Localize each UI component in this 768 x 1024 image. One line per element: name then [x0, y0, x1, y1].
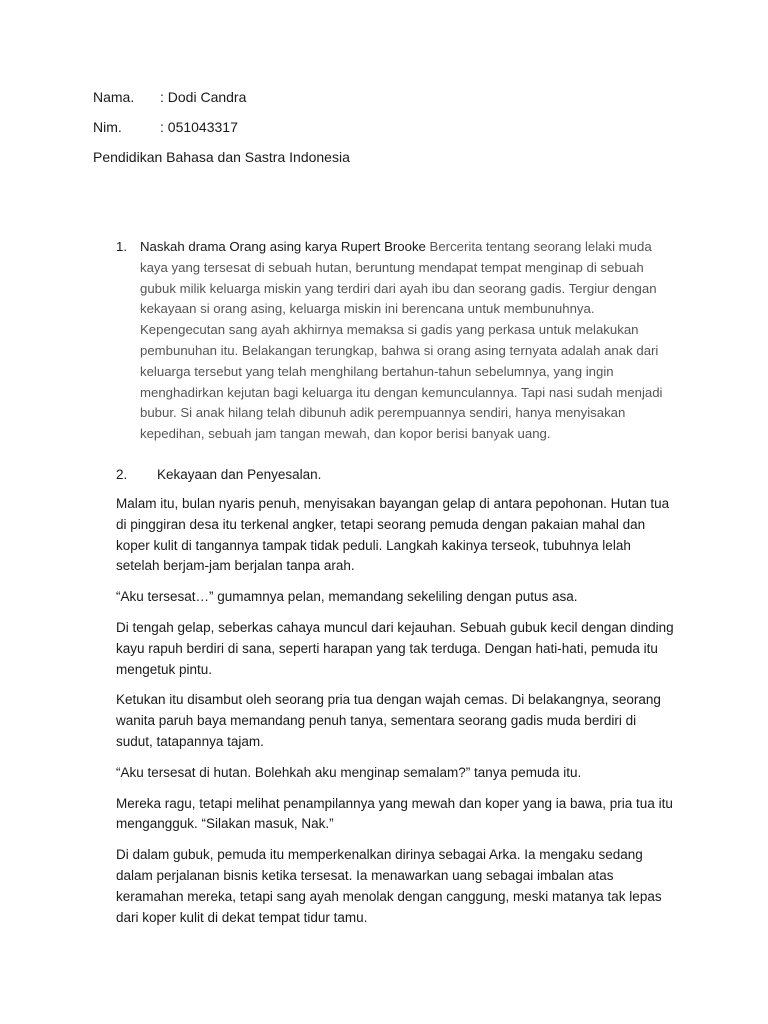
list-number-1: 1. — [116, 239, 127, 254]
item-1-text: Bercerita tentang seorang lelaki muda kaya yang tersesat di sebuah hutan, beruntung mendapat tempat menginap di sebuah gubuk milik keluarga miskin yang terdiri dari ayah ibu dan seorang gadis. Tergiur dengan kekayaan si orang asing, keluarga miskin ini berencana untuk membunuhnya. Kepengecutan sang ayah akhirnya memaksa si gadis yang perkasa untuk melakukan pembunuhan itu. Belakangan terungkap, bahwa si orang asing ternyata adalah anak dari keluarga tersebut yang telah menghilang bertahun-tahun sebelumnya, yang ingin menghadirkan kejutan bagi keluarga itu dengan kemunculannya. Tapi nasi sudah menjadi bubur. Si anak hilang telah dibunuh adik perempuannya sendiri, hanya menyisakan kepedihan, sebuah jam tangan mewah, dan kopor berisi banyak uang. — [140, 239, 663, 442]
study-program: Pendidikan Bahasa dan Sastra Indonesia — [93, 149, 350, 165]
story-paragraph: “Aku tersesat di hutan. Bolehkah aku menginap semalam?” tanya pemuda itu. — [116, 764, 582, 780]
nim-line — [93, 117, 238, 137]
story-title: Kekayaan dan Penyesalan. — [157, 467, 322, 482]
story-paragraph: Di tengah gelap, seberkas cahaya muncul dari kejauhan. Sebuah gubuk kecil dengan dinding kayu rapuh berdiri di sana, seperti harapan yang tak terduga. Dengan hati-hati, pemuda itu mengetuk pintu. — [116, 619, 674, 677]
item-1-body — [140, 237, 676, 445]
story-body — [116, 494, 676, 938]
story-paragraph: Mereka ragu, tetapi melihat penampilannya yang mewah dan koper yang ia bawa, pria tua itu mengangguk. “Silakan masuk, Nak.” — [116, 795, 673, 832]
list-number-2: 2. — [116, 467, 128, 482]
story-paragraph: “Aku tersesat…” gumamnya pelan, memandang sekeliling dengan putus asa. — [116, 589, 578, 605]
nim-label: Nim. — [93, 119, 122, 135]
nim-value: : 051043317 — [160, 119, 238, 135]
story-paragraph: Di dalam gubuk, pemuda itu memperkenalkan dirinya sebagai Arka. Ia mengaku sedang dalam perjalanan bisnis ketika tersesat. Ia menawarkan uang sebagai imbalan atas keramahan mereka, tetapi sang ayah menolak dengan canggung, meski matanya tak lepas dari koper kulit di dekat tempat tidur tamu. — [116, 847, 662, 925]
name-value: : Dodi Candra — [160, 89, 247, 105]
story-paragraph: Malam itu, bulan nyaris penuh, menyisakan bayangan gelap di antara pepohonan. Hutan tua di pinggiran desa itu terkenal angker, tetapi seorang pemuda dengan pakaian mahal dan koper kulit di tangannya tampak tidak peduli. Langkah kakinya terseok, tubuhnya lelah setelah berjam-jam berjalan tanpa arah. — [116, 496, 670, 574]
name-label: Nama. — [93, 89, 135, 105]
story-paragraph: Ketukan itu disambut oleh seorang pria tua dengan wajah cemas. Di belakangnya, seorang wanita paruh baya memandang penuh tanya, sementara seorang gadis muda berdiri di sudut, tatapannya tajam. — [116, 692, 661, 749]
item-1-lead: Naskah drama Orang asing karya Rupert Brooke — [140, 239, 426, 254]
list-item-2 — [116, 465, 321, 485]
list-item-1 — [116, 237, 676, 445]
name-line — [93, 87, 246, 107]
